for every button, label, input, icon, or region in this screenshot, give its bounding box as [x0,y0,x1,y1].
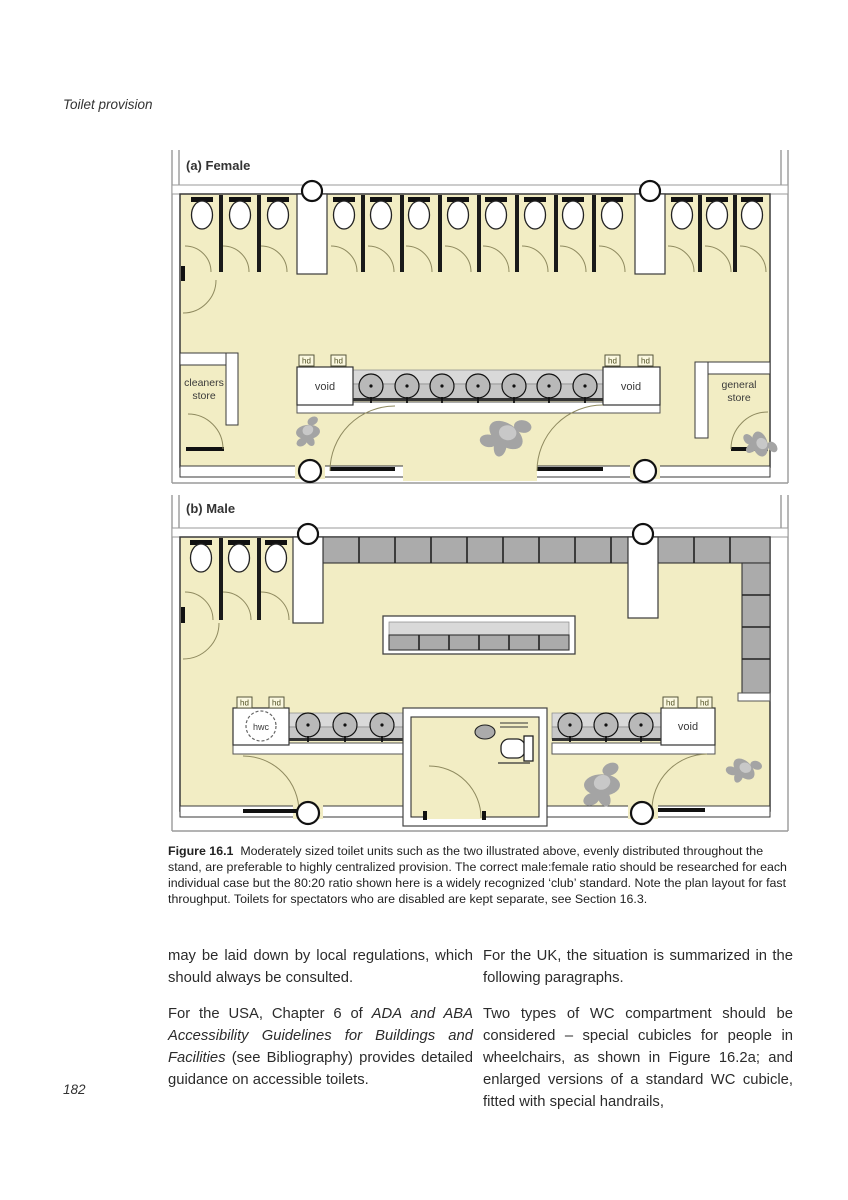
general-store-label: general [721,379,757,391]
general-store-label: store [727,392,751,404]
top-wall [172,528,788,537]
running-header: Toilet provision [63,97,153,112]
figure-caption [168,843,792,907]
column [631,802,653,824]
cleaners-store-label: cleaners [184,377,224,389]
column [302,181,322,201]
hd-label: hd [334,356,343,366]
column [298,524,318,544]
plan-b-label: (b) Male [186,501,236,516]
hd-label: hd [240,698,249,708]
column [633,524,653,544]
body-column-right [483,945,793,1125]
floor-area-female [180,194,770,467]
island-urinal-bank [383,616,575,654]
figure-caption-label: Figure 16.1 [168,844,234,858]
void-label: void [314,381,336,393]
column [640,181,660,201]
hd-label: hd [302,356,311,366]
text-run: For the USA, Chapter 6 of [168,1006,372,1022]
paragraph: For the UK, the situation is summarized in the following paragraphs. [483,948,793,986]
paragraph: may be laid down by local regulations, which should always be consulted. [168,948,473,986]
page-number: 182 [63,1082,86,1097]
hd-label: hd [272,698,281,708]
figure-caption-text: Moderately sized toilet units such as the two illustrated above, evenly distributed throughout the stand, are preferable to highly centralized provision. The correct male:female ratio should be researched for each individual case but the 80:20 ratio shown here is a widely recognized ‘club’ standard. Note the plan layout for fast throughput. Toilets for spectators who are disabled are kept separate, see Section 16.3. [168,844,787,906]
toilet-side [501,739,525,758]
void-label: void [620,381,642,393]
basin [475,725,495,739]
top-wall [172,185,788,194]
body-column-left [168,945,473,1103]
column [297,802,319,824]
accessible-wc-room [403,708,547,826]
column [299,460,321,482]
hd-label: hd [700,698,709,708]
paragraph: Two types of WC compartment should be considered – special cubicles for people in wheelchairs, as shown in Figure 16.2a; and enlarged versions of a standard WC cubicle, fitted with special handrails, [483,1006,793,1110]
book-title: ADA and ABA Accessibility Guidelines for Buildings and Facilities [168,1006,473,1066]
void-label: void [677,721,699,733]
paragraph [168,1003,473,1091]
floor-plan-female [168,150,792,495]
text-run: (see Bibliography) provides detailed guidance on accessible toilets. [168,1050,473,1088]
hwc-label: hwc [252,722,270,732]
hd-label: hd [666,698,675,708]
hd-label: hd [641,356,650,366]
column [634,460,656,482]
floor-plan-male [168,495,792,840]
plan-a-label: (a) Female [186,158,251,173]
hd-label: hd [608,356,617,366]
cleaners-store-label: store [192,390,216,402]
